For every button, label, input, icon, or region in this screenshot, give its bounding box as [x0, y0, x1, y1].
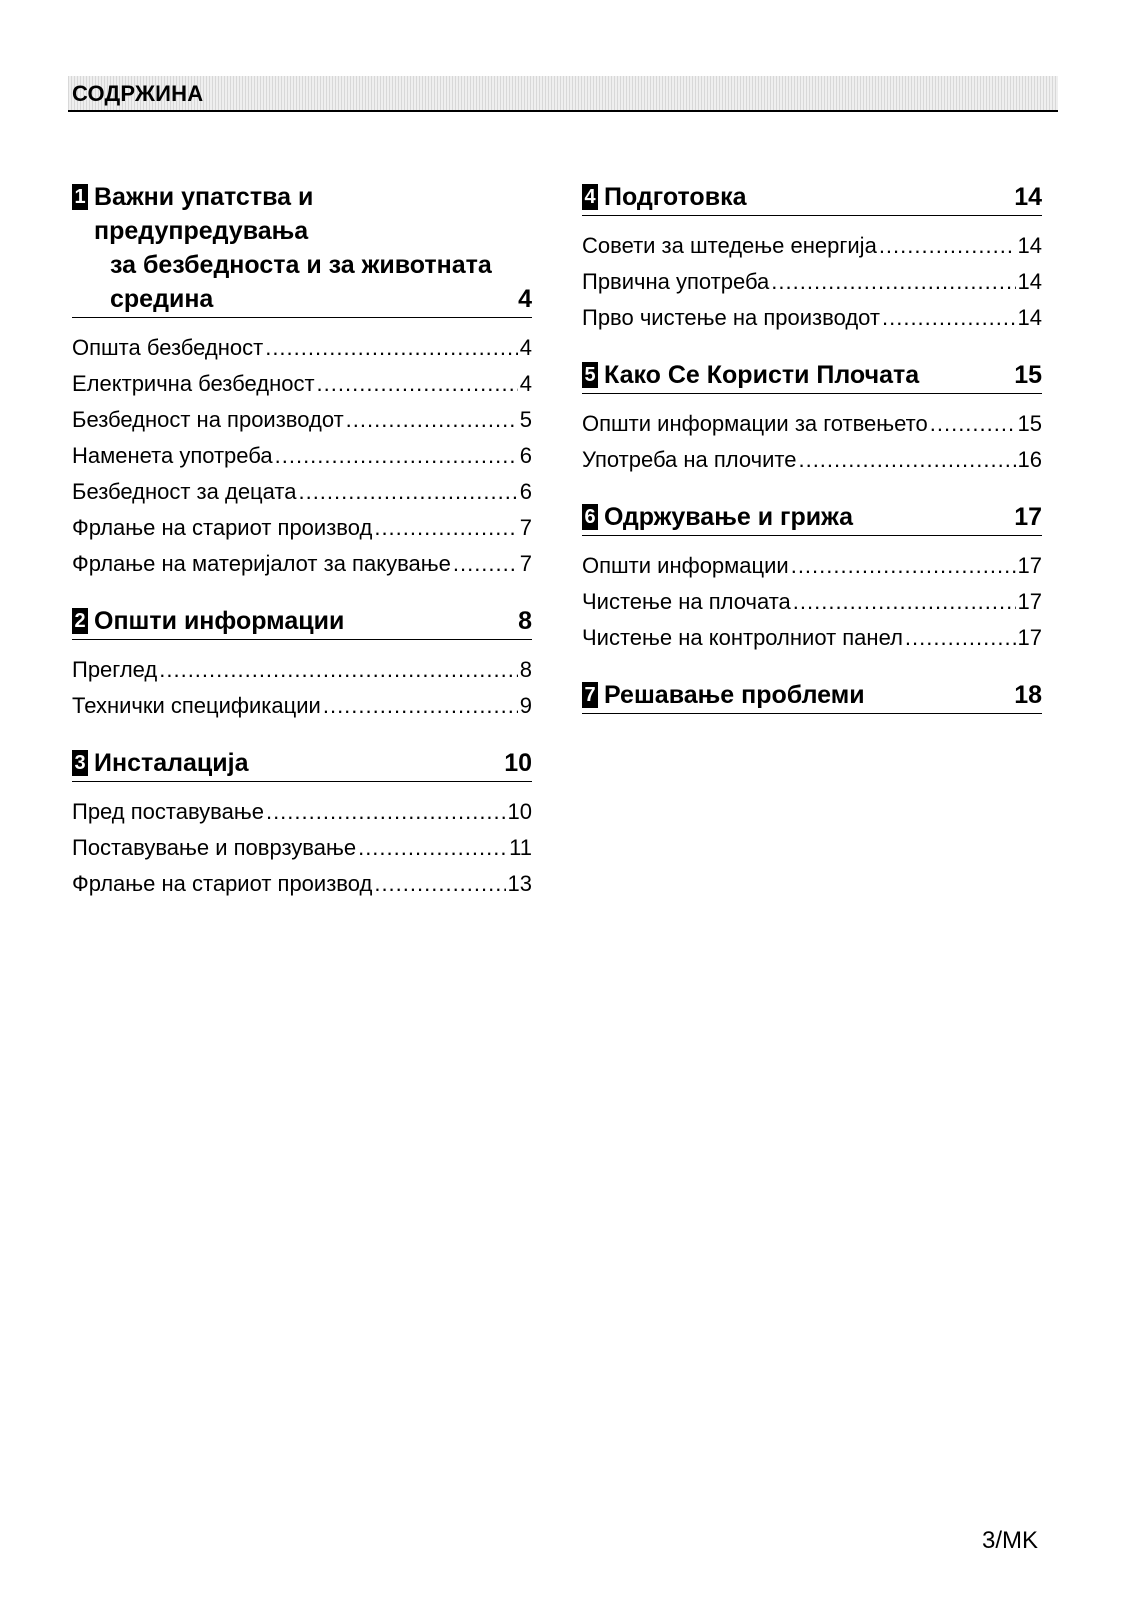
- toc-entry[interactable]: [72, 510, 532, 546]
- toc-entry[interactable]: [72, 546, 532, 582]
- toc-entry-label: Чистење на плочата: [582, 589, 791, 614]
- toc-entry[interactable]: [582, 548, 1042, 584]
- section-heading[interactable]: [72, 180, 532, 318]
- section-heading[interactable]: [72, 604, 532, 640]
- contents-title: СОДРЖИНА: [72, 81, 204, 106]
- toc-section-4: [582, 180, 1042, 336]
- dot-leader: [374, 510, 517, 546]
- section-page-number: 17: [1014, 503, 1042, 531]
- toc-entry-page: 17: [1017, 625, 1042, 650]
- dot-leader: [374, 866, 505, 902]
- toc-entry[interactable]: [72, 794, 532, 830]
- toc-entry-page: 6: [519, 479, 532, 504]
- toc-entry-label: Електрична безбедност: [72, 371, 315, 396]
- toc-entry[interactable]: [582, 442, 1042, 478]
- toc-entry-label: Фрлање на стариот производ: [72, 515, 373, 540]
- toc-entry-label: Фрлање на стариот производ: [72, 871, 373, 896]
- toc-entry-label: Прво чистење на производот: [582, 305, 880, 330]
- section-title: [94, 746, 504, 780]
- toc-entry-page: 11: [509, 835, 532, 860]
- toc-entry-label: Општи информации: [582, 553, 789, 578]
- dot-leader: [317, 366, 518, 402]
- dot-leader: [266, 794, 506, 830]
- toc-entry-page: 7: [519, 551, 532, 576]
- toc-entry-label: Чистење на контролниот панел: [582, 625, 903, 650]
- toc-entry[interactable]: [72, 438, 532, 474]
- section-number-badge: 6: [582, 504, 598, 530]
- dot-leader: [771, 264, 1015, 300]
- toc-entry-page: 6: [519, 443, 532, 468]
- section-heading[interactable]: [582, 500, 1042, 536]
- toc-entry[interactable]: [72, 474, 532, 510]
- toc-entry-page: 17: [1017, 553, 1042, 578]
- dot-leader: [358, 830, 507, 866]
- toc-entry-page: 10: [507, 799, 532, 824]
- toc-entry-page: 4: [519, 335, 532, 360]
- toc-section-1: [72, 180, 532, 582]
- toc-entry[interactable]: [72, 330, 532, 366]
- section-title-line: средина: [110, 285, 214, 313]
- section-heading[interactable]: [582, 180, 1042, 216]
- section-page-number: 10: [504, 749, 532, 777]
- toc-entry-label: Општи информации за готвењето: [582, 411, 928, 436]
- toc-entry[interactable]: [72, 830, 532, 866]
- toc-entry-page: 16: [1017, 447, 1042, 472]
- section-number-badge: 2: [72, 608, 88, 634]
- toc-entry-page: 9: [519, 693, 532, 718]
- toc-section-2: [72, 604, 532, 724]
- section-title-line: Инсталација: [94, 749, 249, 777]
- toc-entry-page: 5: [519, 407, 532, 432]
- toc-entry[interactable]: [582, 620, 1042, 656]
- page-number: 3/MK: [981, 1527, 1038, 1554]
- toc-section-7: [582, 678, 1042, 714]
- section-page-number: 4: [518, 285, 532, 313]
- dot-leader: [791, 548, 1016, 584]
- toc-section-3: [72, 746, 532, 902]
- toc-entry-page: 17: [1017, 589, 1042, 614]
- section-title-line: Одржување и грижа: [604, 503, 854, 531]
- toc-entry[interactable]: [72, 688, 532, 724]
- section-title-line: Важни упатства и предупредувања: [94, 183, 314, 245]
- toc-entry-label: Безбедност за децата: [72, 479, 297, 504]
- section-page-number: 15: [1014, 361, 1042, 389]
- toc-entry[interactable]: [72, 866, 532, 902]
- toc-entry[interactable]: [72, 402, 532, 438]
- toc-entry[interactable]: [582, 264, 1042, 300]
- toc-entry-label: Фрлање на материјалот за пакување: [72, 551, 451, 576]
- section-heading[interactable]: [72, 746, 532, 782]
- toc-section-5: [582, 358, 1042, 478]
- dot-leader: [298, 474, 517, 510]
- toc-entry[interactable]: [72, 366, 532, 402]
- dot-leader: [798, 442, 1015, 478]
- section-page-number: 8: [518, 607, 532, 635]
- section-page-number: 14: [1014, 183, 1042, 211]
- dot-leader: [453, 546, 518, 582]
- dot-leader: [793, 584, 1016, 620]
- dot-leader: [905, 620, 1016, 656]
- toc-entry-page: 13: [507, 871, 532, 896]
- section-number-badge: 4: [582, 184, 598, 210]
- toc-entry[interactable]: [582, 406, 1042, 442]
- toc-entry-label: Технички спецификации: [72, 693, 321, 718]
- toc-entry[interactable]: [582, 584, 1042, 620]
- section-title: [604, 180, 1014, 214]
- toc-entry-label: Поставување и поврзување: [72, 835, 357, 860]
- dot-leader: [159, 652, 518, 688]
- toc-entry-page: 15: [1017, 411, 1042, 436]
- toc-entry-page: 7: [519, 515, 532, 540]
- toc-entry-label: Пред поставување: [72, 799, 264, 824]
- section-title-line: Решавање проблеми: [604, 681, 865, 709]
- contents-header-bar: [68, 76, 1058, 112]
- section-title-line: за безбедноста и за животната: [110, 251, 492, 279]
- toc-entry-label: Наменета употреба: [72, 443, 273, 468]
- toc-entry-label: Првична употреба: [582, 269, 770, 294]
- dot-leader: [323, 688, 518, 724]
- toc-right-column: [582, 180, 1042, 736]
- toc-entry-page: 14: [1017, 233, 1042, 258]
- toc-entry[interactable]: [582, 228, 1042, 264]
- toc-entry-label: Безбедност на производот: [72, 407, 344, 432]
- section-title: [94, 180, 518, 316]
- section-number-badge: 7: [582, 682, 598, 708]
- section-page-number: 18: [1014, 681, 1042, 709]
- section-title: [94, 604, 518, 638]
- section-heading[interactable]: [582, 678, 1042, 714]
- toc-section-6: [582, 500, 1042, 656]
- section-number-badge: 3: [72, 750, 88, 776]
- section-title: [604, 500, 1014, 534]
- toc-entry-label: Преглед: [72, 657, 158, 682]
- section-title: [604, 678, 1014, 712]
- section-title-line: Како Се Користи Плочата: [604, 361, 920, 389]
- dot-leader: [265, 330, 518, 366]
- toc-entry[interactable]: [72, 652, 532, 688]
- toc-entry-label: Совети за штедење енергија: [582, 233, 877, 258]
- section-heading[interactable]: [582, 358, 1042, 394]
- dot-leader: [882, 300, 1016, 336]
- toc-entry-page: 4: [519, 371, 532, 396]
- section-title: [604, 358, 1014, 392]
- toc-entry-label: Употреба на плочите: [582, 447, 797, 472]
- toc-entry-page: 8: [519, 657, 532, 682]
- toc-entry[interactable]: [582, 300, 1042, 336]
- dot-leader: [346, 402, 518, 438]
- section-number-badge: 5: [582, 362, 598, 388]
- section-title-line: Општи информации: [94, 607, 345, 635]
- section-number-badge: 1: [72, 184, 88, 210]
- toc-entry-page: 14: [1017, 305, 1042, 330]
- dot-leader: [879, 228, 1016, 264]
- dot-leader: [275, 438, 518, 474]
- dot-leader: [930, 406, 1016, 442]
- toc-entry-label: Општа безбедност: [72, 335, 264, 360]
- toc-left-column: [72, 180, 532, 924]
- toc-entry-page: 14: [1017, 269, 1042, 294]
- section-title-line: Подготовка: [604, 183, 747, 211]
